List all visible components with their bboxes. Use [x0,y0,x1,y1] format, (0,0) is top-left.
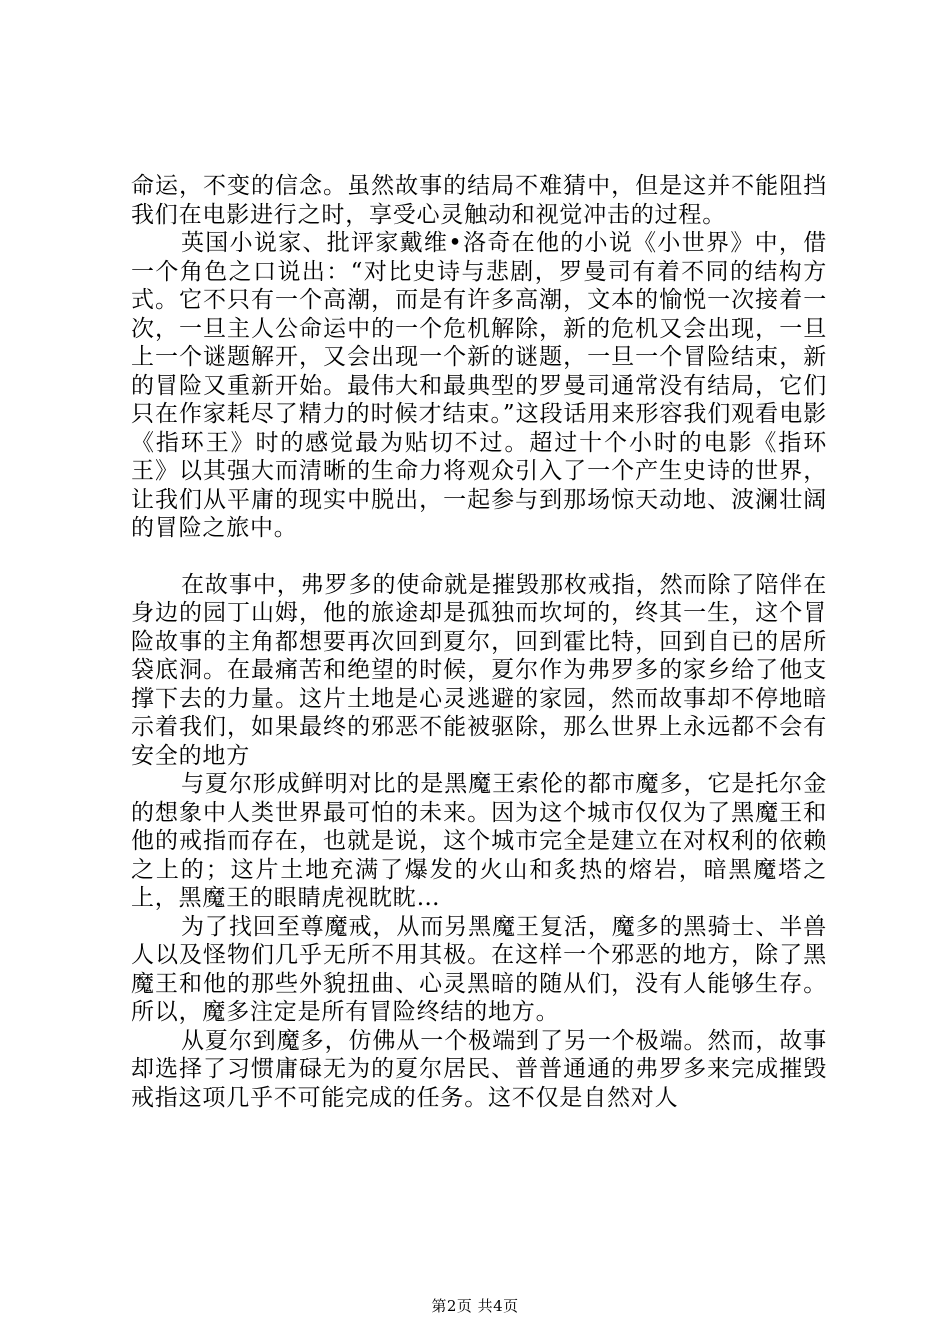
body-text [131,172,827,1112]
paragraph-2: 英国小说家、批评家戴维•洛奇在他的小说《小世界》中，借一个角色之口说出：“对比史诗与悲剧，罗曼司有着不同的结构方式。它不只有一个高潮，而是有许多高潮，文本的愉悦一次接着一次，一旦主人公命运中的一个危机解除，新的危机又会出现，一旦上一个谜题解开，又会出现一个新的谜题，一旦一个冒险结束，新的冒险又重新开始。最伟大和最典型的罗曼司通常没有结局，它们只在作家耗尽了精力的时候才结束。”这段话用来形容我们观看电影《指环王》时的感觉最为贴切不过。超过十个小时的电影《指环王》以其强大而清晰的生命力将观众引入了一个产生史诗的世界，让我们从平庸的现实中脱出，一起参与到那场惊天动地、波澜壮阔的冒险之旅中。 [131,230,827,541]
paragraph-5: 为了找回至尊魔戒，从而另黑魔王复活，魔多的黑骑士、半兽人以及怪物们几乎无所不用其极。在这样一个邪恶的地方，除了黑魔王和他的那些外貌扭曲、心灵黑暗的随从们，没有人能够生存。所以，魔多注定是所有冒险终结的地方。 [131,913,827,1025]
paragraph-3: 在故事中，弗罗多的使命就是摧毁那枚戒指，然而除了陪伴在身边的园丁山姆，他的旅途却是孤独而坎坷的，终其一生，这个冒险故事的主角都想要再次回到夏尔，回到霍比特，回到自已的居所袋底洞。在最痛苦和绝望的时候，夏尔作为弗罗多的家乡给了他支撑下去的力量。这片土地是心灵逃避的家园，然而故事却不停地暗示着我们，如果最终的邪恶不能被驱除，那么世界上永远都不会有安全的地方 [131,571,827,769]
paragraph-1: 命运，不变的信念。虽然故事的结局不难猜中，但是这并不能阻挡我们在电影进行之时，享受心灵触动和视觉冲击的过程。 [131,173,827,228]
page-number-footer: 第2页 共4页 [431,1297,519,1315]
paragraph-6: 从夏尔到魔多，仿佛从一个极端到了另一个极端。然而，故事却选择了习惯庸碌无为的夏尔居民、普普通通的弗罗多来完成摧毁戒指这项几乎不可能完成的任务。这不仅是自然对人 [131,1027,827,1111]
paragraph-4: 与夏尔形成鲜明对比的是黑魔王索伦的都市魔多，它是托尔金的想象中人类世界最可怕的未来。因为这个城市仅仅为了黑魔王和他的戒指而存在，也就是说，这个城市完全是建立在对权利的依赖之上的；这片土地充满了爆发的火山和炙热的熔岩，暗黑魔塔之上，黑魔王的眼睛虎视眈眈… [131,771,827,911]
